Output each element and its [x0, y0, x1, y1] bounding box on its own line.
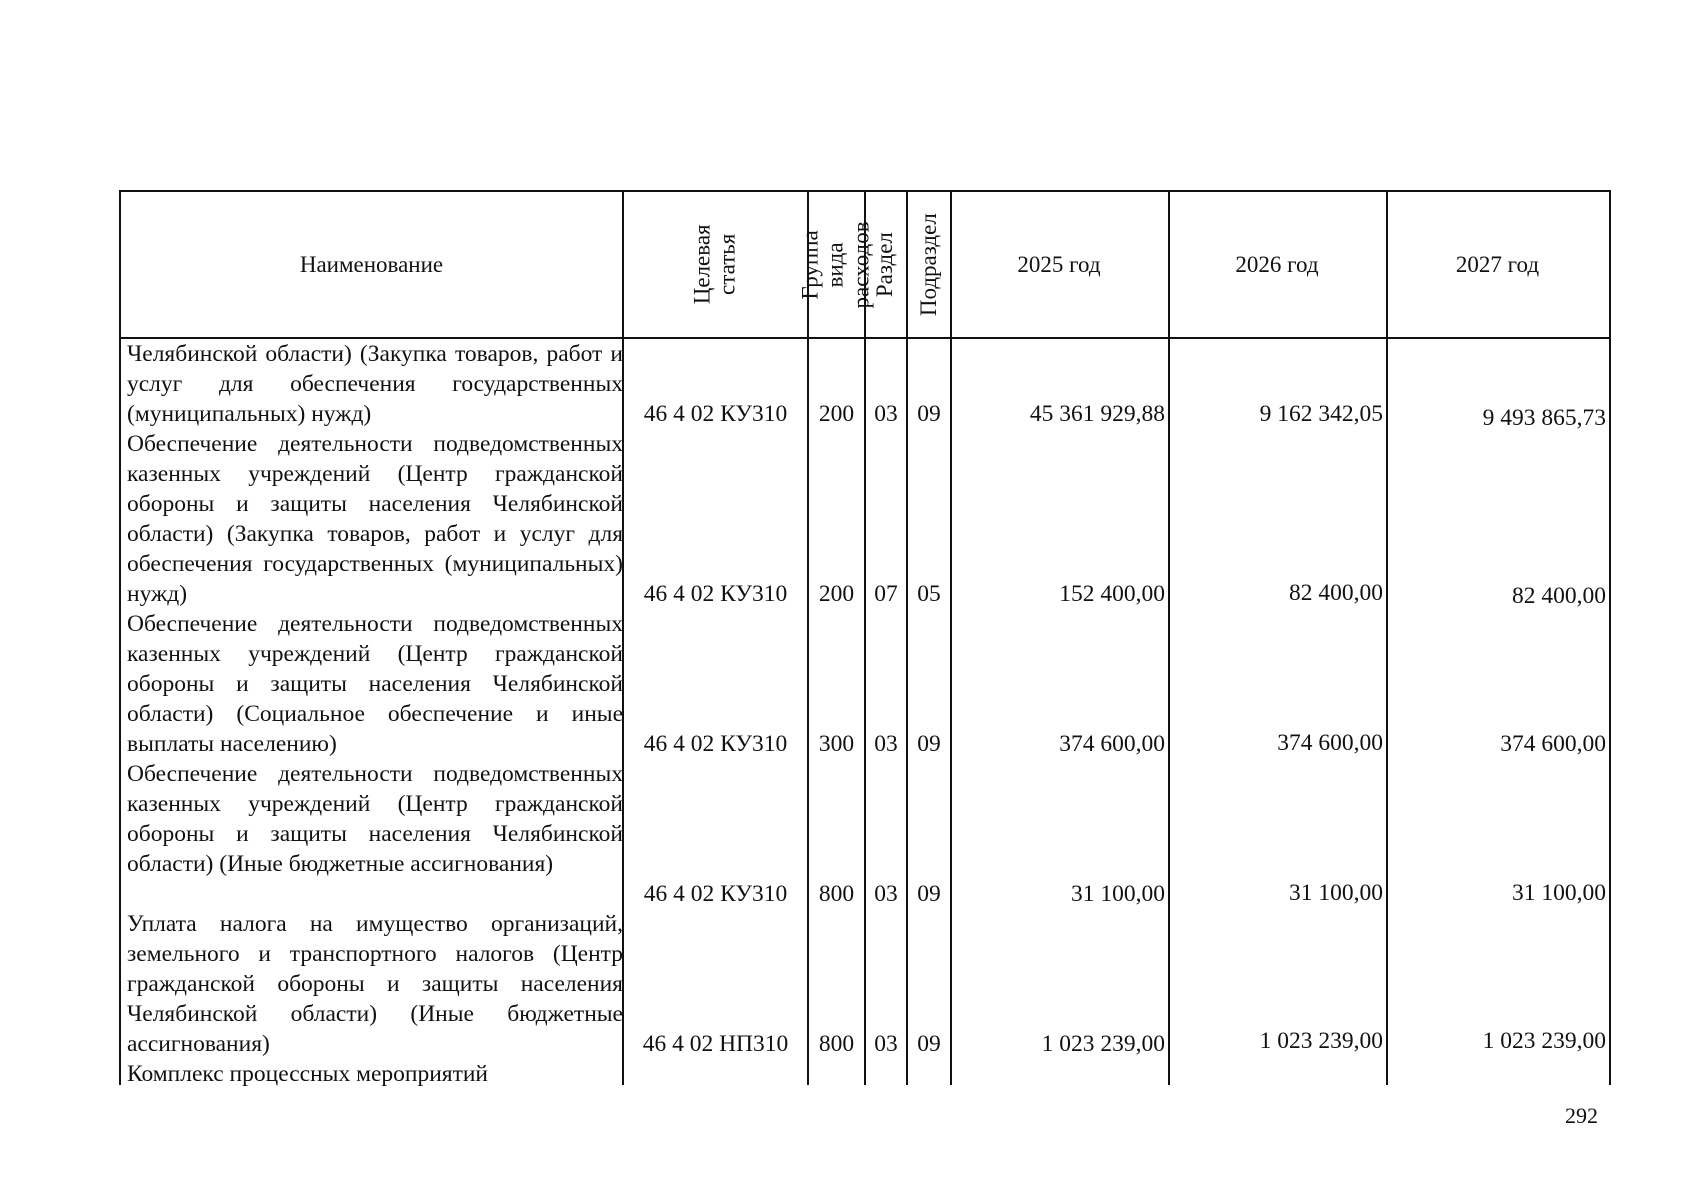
row-4-subsection: 09 [917, 1031, 941, 1057]
row-4-2026: 1 023 239,00 [1259, 1028, 1383, 1054]
row-2-2027: 374 600,00 [1500, 731, 1606, 757]
row-1-name: Обеспечение деятельности подведомственных казенных учреждений (Центр гражданской обороны и защиты населения Челябинской области) (Закупка товаров, работ и услуг для обеспечения государственных (муниципальных) нужд) [127, 431, 623, 607]
row-4-2027: 1 023 239,00 [1482, 1028, 1606, 1054]
row-2-2026: 374 600,00 [1277, 730, 1383, 756]
header-2026-label: 2026 год [1235, 251, 1319, 277]
header-subsection [906, 192, 950, 337]
row-2-name: Обеспечение деятельности подведомственных казенных учреждений (Центр гражданской обороны и защиты населения Челябинской области) (Социальное обеспечение и иные выплаты населению) [127, 611, 623, 757]
row-4-group: 800 [818, 1031, 855, 1057]
header-2026 [1168, 192, 1386, 337]
row-1-2027: 82 400,00 [1512, 583, 1606, 609]
row-5-name: Комплекс процессных мероприятий [127, 1061, 489, 1087]
header-target-article [622, 192, 807, 337]
row-4-code: 46 4 02 НП310 [642, 1031, 789, 1057]
header-2027-label: 2027 год [1455, 251, 1540, 277]
row-1-subsection: 05 [917, 581, 941, 607]
row-1-code: 46 4 02 КУ310 [643, 581, 788, 607]
row-4-section: 03 [874, 1031, 898, 1057]
col-divider [1609, 192, 1611, 1085]
row-2-subsection: 09 [917, 731, 941, 757]
header-name [121, 192, 622, 337]
row-3-2026: 31 100,00 [1289, 880, 1383, 906]
header-expense-group-label: Группа вида расходов [797, 220, 874, 309]
row-0-subsection: 09 [917, 401, 941, 427]
row-0-2027: 9 493 865,73 [1482, 405, 1606, 431]
row-4-2025: 1 023 239,00 [1041, 1031, 1165, 1057]
row-2-section: 03 [874, 731, 898, 757]
header-2027 [1386, 192, 1609, 337]
header-2025 [950, 192, 1168, 337]
row-4-name: Уплата налога на имущество организаций, земельного и транспортного налогов (Центр гражданской обороны и защиты населения Челябинской области) (Иные бюджетные ассигнования) [127, 911, 623, 1057]
row-3-2027: 31 100,00 [1512, 880, 1606, 906]
row-0-name: Челябинской области) (Закупка товаров, работ и услуг для обеспечения государственных (муниципальных) нужд) [127, 341, 623, 427]
row-0-code: 46 4 02 КУ310 [643, 401, 788, 427]
row-3-code: 46 4 02 КУ310 [643, 881, 788, 907]
row-3-section: 03 [874, 881, 898, 907]
header-section [864, 192, 906, 337]
row-2-code: 46 4 02 КУ310 [643, 731, 788, 757]
page-number: 292 [1565, 1103, 1598, 1128]
row-3-name: Обеспечение деятельности подведомственных казенных учреждений (Центр гражданской обороны и защиты населения Челябинской области) (Иные бюджетные ассигнования) [127, 761, 623, 877]
budget-table [119, 190, 1611, 1085]
row-1-group: 200 [818, 581, 855, 607]
row-0-section: 03 [874, 401, 898, 427]
row-0-group: 200 [818, 401, 855, 427]
row-3-group: 800 [818, 881, 855, 907]
row-1-2026: 82 400,00 [1289, 580, 1383, 606]
row-0-2026: 9 162 342,05 [1259, 401, 1383, 427]
header-name-label: Наименование [299, 251, 444, 277]
row-1-section: 07 [874, 581, 898, 607]
header-2025-label: 2025 год [1017, 251, 1101, 277]
row-2-group: 300 [818, 731, 855, 757]
header-subsection-label: Подраздел [915, 213, 941, 316]
header-section-label: Раздел [872, 231, 898, 298]
header-expense-group [797, 192, 874, 337]
row-0-2025: 45 361 929,88 [1029, 401, 1165, 427]
row-3-subsection: 09 [917, 881, 941, 907]
row-2-2025: 374 600,00 [1059, 731, 1165, 757]
header-target-article-label: Целевая статья [689, 224, 740, 305]
row-3-2025: 31 100,00 [1071, 881, 1165, 907]
row-1-2025: 152 400,00 [1059, 581, 1165, 607]
